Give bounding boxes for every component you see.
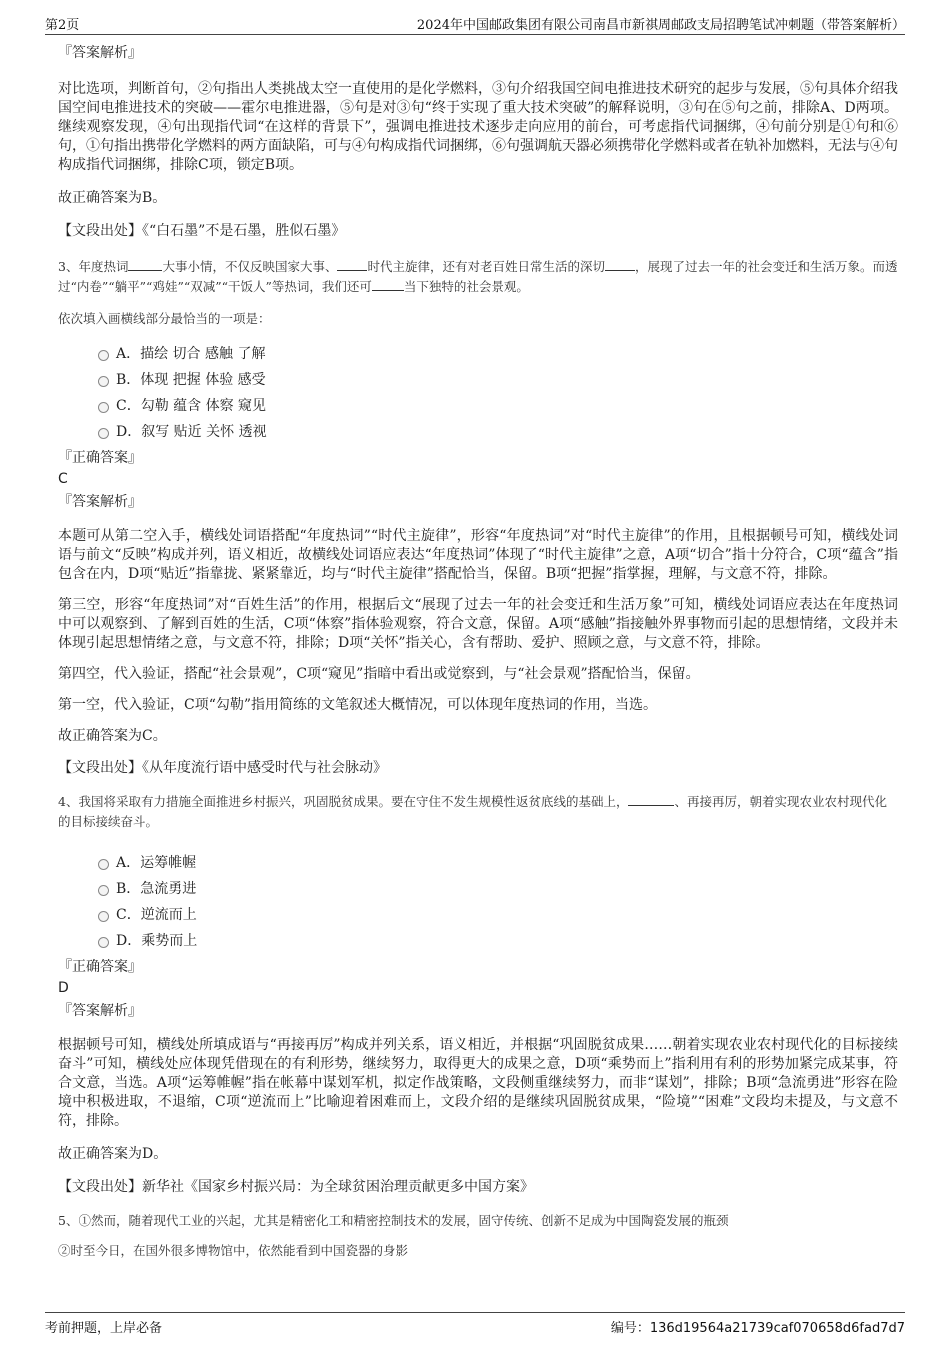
fill-blank: [605, 258, 635, 271]
fill-blank: [628, 793, 674, 806]
option-label: A．运筹帷幄: [116, 855, 197, 871]
radio-icon[interactable]: [98, 376, 109, 387]
radio-icon[interactable]: [98, 911, 109, 922]
option-label: B．急流勇进: [116, 881, 197, 897]
stem-text: 当下独特的社会景观。: [403, 279, 529, 294]
document-title: 2024年中国邮政集团有限公司南昌市新祺周邮政支局招聘笔试冲刺题（带答案解析）: [416, 18, 905, 33]
source-citation: [58, 221, 898, 241]
fill-blank: [128, 258, 162, 271]
source-title: 《“白石墨”不是石墨，胜似石墨》: [142, 223, 346, 239]
correct-answer-tag: 『正确答案』: [58, 959, 142, 975]
stem-text: ，展现了过去一年的社会变迁和生活万象。而透过“内卷”“躺平”“鸡娃”“双减”“干饭人”等热词，我们还可: [58, 259, 898, 294]
stem-text: 4、我国将采取有力措施全面推进乡村振兴，巩固脱贫成果。要在守住不发生规模性返贫底线的基础上，: [58, 794, 629, 809]
stem-text: 大事小情，不仅反映国家大事、: [162, 259, 338, 274]
question-5-line: ②时至今日，在国外很多博物馆中，依然能看到中国瓷器的身影: [58, 1243, 409, 1258]
analysis-paragraph: 第三空，形容“年度热词”对“百姓生活”的作用，根据后文“展现了过去一年的社会变迁和生活万象”可知，横线处词语应表达在年度热词中可以观察到、了解到百姓的生活，C项“体察”指体验观察，符合文意，保留。A项“感触”指接触外界事物而引起的思想情绪，文段并未体现引起思想情绪之意，与文意不符，排除；D项“关怀”指关心，含有帮助、爱护、照顾之意，与文意不符，排除。: [58, 597, 898, 651]
option-label: C．逆流而上: [116, 907, 197, 923]
analysis-tag: 『答案解析』: [58, 1003, 142, 1019]
stem-text: 3、年度热词: [58, 259, 129, 274]
question-4-stem: [58, 792, 898, 832]
analysis-paragraph: 第一空，代入验证，C项“勾勒”指用简练的文笔叙述大概情况，可以体现年度热词的作用，当选。: [58, 697, 658, 713]
source-tag: 【文段出处】: [58, 223, 142, 239]
analysis-paragraph: 第四空，代入验证，搭配“社会景观”，C项“窥见”指暗中看出或觉察到，与“社会景观”搭配恰当，保留。: [58, 666, 700, 682]
page-number: 第2页: [45, 18, 80, 33]
option-label: D．乘势而上: [116, 933, 198, 949]
radio-icon[interactable]: [98, 402, 109, 413]
radio-icon[interactable]: [98, 859, 109, 870]
option-c[interactable]: [98, 393, 898, 419]
code-label: 编号：: [610, 1321, 650, 1336]
fill-blank: [372, 278, 404, 291]
correct-answer: D: [58, 980, 69, 996]
analysis-paragraph: 根据顿号可知，横线处所填成语与“再接再厉”构成并列关系，语义相近，并根据“巩固脱贫成果……朝着实现农业农村现代化的目标接续奋斗”可知，横线处应体现凭借现在的有利形势，继续努力，取得更大的成果之意，D项“乘势而上”指利用有利的形势加紧完成某事，符合文意，当选。A项“运筹帷幄”指在帐幕中谋划军机，拟定作战策略，文段侧重继续努力，而非“谋划”，排除；B项“急流勇进”形容在险境中积极进取，不退缩，C项“逆流而上”比喻迎着困难而上，文段介绍的是继续巩固脱贫成果，“险境”“困难”文段均未提及，与文意不符，排除。: [58, 1037, 898, 1129]
source-tag: 【文段出处】: [58, 760, 142, 776]
source-title: 新华社《国家乡村振兴局：为全球贫困治理贡献更多中国方案》: [142, 1179, 534, 1195]
analysis-paragraph: 对比选项，判断首句，②句指出人类挑战太空一直使用的是化学燃料，③句介绍我国空间电推进技术研究的起步与发展，⑤句具体介绍我国空间电推进技术的突破——霍尔电推进器，⑤句是对③句“终于实现了重大技术突破”的解释说明，③句在⑤句之前，排除A、D两项。继续观察发现，④句出现指代词“在这样的背景下”，强调电推进技术逐步走向应用的前台，可考虑指代词捆绑，④句前分别是①句和⑥句，①句指出携带化学燃料的两方面缺陷，可与④句构成指代词捆绑，⑥句强调航天器必须携带化学燃料或者在轨补加燃料，无法与④句构成指代词捆绑，排除C项，锁定B项。: [58, 81, 898, 173]
document-code: [611, 1317, 905, 1336]
option-d[interactable]: [98, 928, 898, 954]
radio-icon[interactable]: [98, 350, 109, 361]
option-a[interactable]: [98, 341, 898, 367]
option-d[interactable]: [98, 419, 898, 445]
question-3-options: [58, 341, 898, 445]
answer-conclusion: 故正确答案为C。: [58, 728, 167, 744]
radio-icon[interactable]: [98, 428, 109, 439]
source-title: 《从年度流行语中感受时代与社会脉动》: [142, 760, 387, 776]
stem-text: 、再接再厉，朝着实现农业农村现代化的目标接续奋斗。: [58, 794, 887, 829]
source-citation: [58, 1177, 898, 1197]
page-footer: [45, 1312, 905, 1336]
question-5-line: 5、①然而，随着现代工业的兴起，尤其是精密化工和精密控制技术的发展，固守传统、创新不足成为中国陶瓷发展的瓶颈: [58, 1213, 729, 1228]
option-a[interactable]: [98, 850, 898, 876]
analysis-tag: 『答案解析』: [58, 494, 142, 510]
question-3-hint: 依次填入画横线部分最恰当的一项是：: [58, 311, 271, 326]
answer-conclusion: 故正确答案为B。: [58, 190, 167, 206]
code-value: 136d19564a21739caf070658d6fad7d7: [649, 1321, 905, 1336]
radio-icon[interactable]: [98, 937, 109, 948]
option-c[interactable]: [98, 902, 898, 928]
option-label: B．体现 把握 体验 感受: [116, 372, 266, 388]
source-tag: 【文段出处】: [58, 1179, 142, 1195]
footer-motto: 考前押题，上岸必备: [45, 1321, 163, 1336]
option-label: D．叙写 贴近 关怀 透视: [116, 424, 267, 440]
option-label: C．勾勒 蕴含 体察 窥见: [116, 398, 267, 414]
option-label: A．描绘 切合 感触 了解: [116, 346, 266, 362]
radio-icon[interactable]: [98, 885, 109, 896]
page-header: [45, 10, 905, 35]
stem-text: 时代主旋律，还有对老百姓日常生活的深切: [367, 259, 605, 274]
option-b[interactable]: [98, 876, 898, 902]
fill-blank: [337, 258, 367, 271]
analysis-tag: 『答案解析』: [58, 45, 142, 61]
correct-answer-tag: 『正确答案』: [58, 450, 142, 466]
analysis-paragraph: 本题可从第二空入手，横线处词语搭配“年度热词”“时代主旋律”，形容“年度热词”对“时代主旋律”的作用，且根据顿号可知，横线处词语与前文“反映”构成并列，语义相近，故横线处词语应表达“年度热词”体现了“时代主旋律”之意，A项“切合”指十分符合，C项“蕴含”指包含在内，D项“贴近”指靠拢、紧紧靠近，均与“时代主旋律”搭配恰当，保留。B项“把握”指掌握，理解，与文意不符，排除。: [58, 528, 898, 582]
source-citation: [58, 758, 898, 778]
question-3-stem: [58, 257, 898, 297]
option-b[interactable]: [98, 367, 898, 393]
correct-answer: C: [58, 471, 68, 487]
answer-conclusion: 故正确答案为D。: [58, 1146, 168, 1162]
document-body: [58, 42, 898, 1261]
question-4-options: [58, 850, 898, 954]
